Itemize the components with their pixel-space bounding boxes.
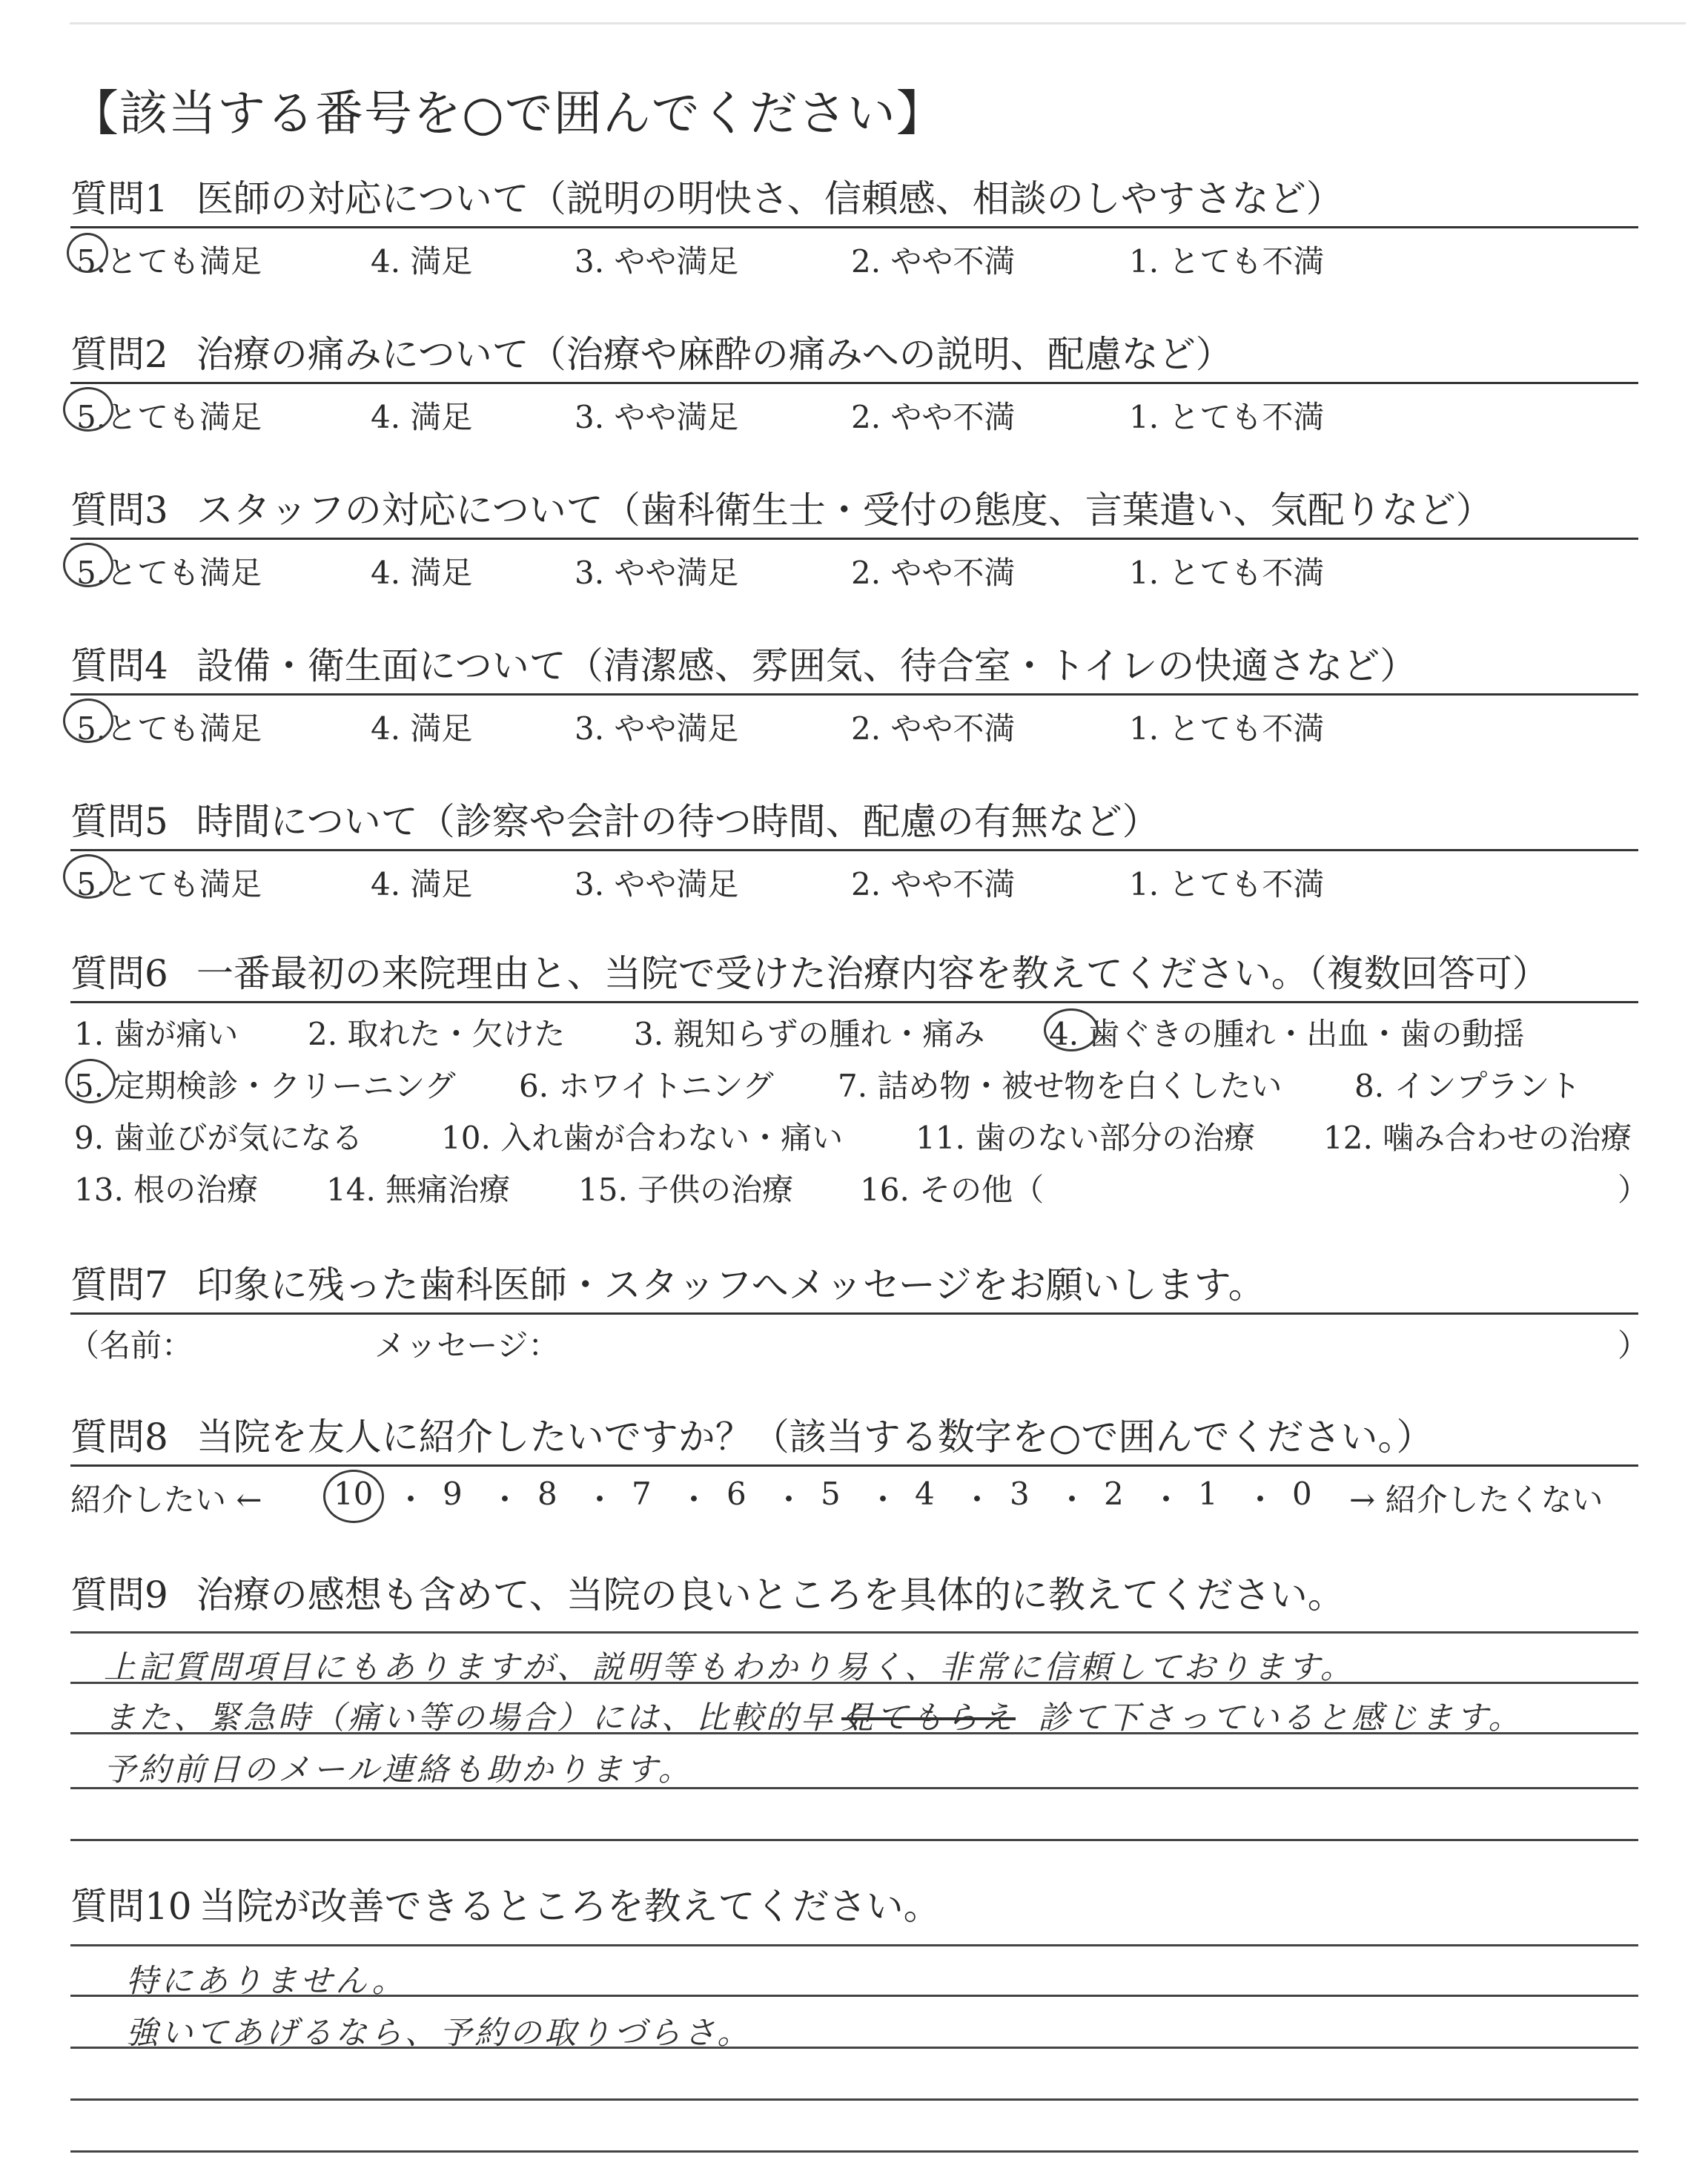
question-text: 当院を友人に紹介したいですか？（該当する数字を○で囲んでください。） xyxy=(196,1416,1434,1459)
q6-option-11[interactable]: 11. 歯のない部分の治療 xyxy=(916,1120,1256,1156)
question-number: 質問6 xyxy=(70,952,168,995)
q6-option-5[interactable]: 5. 定期検診・クリーニング xyxy=(74,1068,456,1104)
q7-close-paren: ） xyxy=(1618,1327,1649,1364)
scale-dot: ・ xyxy=(1245,1482,1277,1518)
option-4[interactable]: 4. 満足 xyxy=(371,710,473,747)
question-text: 治療の感想も含めて、当院の良いところを具体的に教えてください。 xyxy=(196,1573,1345,1616)
selection-circle xyxy=(63,543,113,587)
scale-value-0[interactable]: 0 xyxy=(1292,1476,1312,1512)
option-3[interactable]: 3. やや満足 xyxy=(575,243,739,280)
question-number: 質問3 xyxy=(70,489,168,532)
question-5 xyxy=(70,797,1638,902)
question-number: 質問9 xyxy=(70,1573,168,1616)
q6-option-10[interactable]: 10. 入れ歯が合わない・痛い xyxy=(441,1120,844,1156)
q6-option-1[interactable]: 1. 歯が痛い xyxy=(74,1016,239,1052)
question-number: 質問10 xyxy=(70,1885,192,1928)
q6-option-13[interactable]: 13. 根の治療 xyxy=(74,1172,259,1208)
struck-handwriting: 見てもらえ xyxy=(841,1700,1016,1737)
handwritten-answer: 特にありません。 xyxy=(126,1963,407,2000)
handwritten-answer: 予約前日のメール連絡も助かります。 xyxy=(104,1751,693,1789)
scale-dot: ・ xyxy=(773,1482,805,1518)
option-5[interactable]: 5.とても満足 xyxy=(76,243,262,280)
scale-value-8[interactable]: 8 xyxy=(537,1476,557,1512)
q6-option-12[interactable]: 12. 噛み合わせの治療 xyxy=(1323,1120,1632,1156)
rule xyxy=(70,1001,1638,1003)
answer-line xyxy=(70,2150,1638,2153)
q6-option-7[interactable]: 7. 詰め物・被せ物を白くしたい xyxy=(838,1068,1282,1104)
question-9 xyxy=(70,1571,1638,1619)
option-2[interactable]: 2. やや不満 xyxy=(851,243,1016,280)
answer-line xyxy=(70,2098,1638,2101)
option-3[interactable]: 3. やや満足 xyxy=(575,866,739,902)
question-text: 当院が改善できるところを教えてください。 xyxy=(199,1885,941,1928)
question-6 xyxy=(70,949,1638,1003)
scale-dot: ・ xyxy=(678,1482,710,1518)
scale-dot: ・ xyxy=(961,1482,993,1518)
question-text: 一番最初の来院理由と、当院で受けた治療内容を教えてください。（複数回答可） xyxy=(196,952,1549,995)
rating-options xyxy=(70,384,1638,435)
option-1[interactable]: 1. とても不満 xyxy=(1129,710,1325,747)
question-2 xyxy=(70,330,1638,435)
scale-dot: ・ xyxy=(489,1482,521,1518)
option-4[interactable]: 4. 満足 xyxy=(371,399,473,435)
message-label: メッセージ： xyxy=(374,1327,560,1364)
scale-value-9[interactable]: 9 xyxy=(443,1476,463,1512)
q6-option-15[interactable]: 15. 子供の治療 xyxy=(578,1172,794,1208)
question-text: 印象に残った歯科医師・スタッフへメッセージをお願いします。 xyxy=(196,1264,1265,1307)
scale-dot: ・ xyxy=(584,1482,616,1518)
rating-options xyxy=(70,540,1638,590)
question-text: 治療の痛みについて（治療や麻酔の痛みへの説明、配慮など） xyxy=(196,333,1233,376)
selection-circle xyxy=(1044,1008,1099,1051)
question-number: 質問2 xyxy=(70,333,168,376)
question-number: 質問1 xyxy=(70,177,168,220)
option-4[interactable]: 4. 満足 xyxy=(371,866,473,902)
handwritten-answer: また、緊急時（痛い等の場合）には、比較的早く xyxy=(104,1700,870,1737)
option-2[interactable]: 2. やや不満 xyxy=(851,555,1016,591)
scale-value-2[interactable]: 2 xyxy=(1104,1476,1124,1512)
rating-options xyxy=(70,696,1638,746)
top-rule xyxy=(70,22,1686,24)
q6-option-2[interactable]: 2. 取れた・欠けた xyxy=(308,1016,566,1052)
scale-value-5[interactable]: 5 xyxy=(821,1476,841,1512)
question-7 xyxy=(70,1261,1638,1315)
q6-option-6[interactable]: 6. ホワイトニング xyxy=(519,1068,774,1104)
option-5[interactable]: 5.とても満足 xyxy=(76,555,262,591)
scale-dot: ・ xyxy=(867,1482,899,1518)
question-8 xyxy=(70,1413,1638,1467)
selection-circle xyxy=(63,387,113,432)
question-text: 医師の対応について（説明の明快さ、信頼感、相談のしやすさなど） xyxy=(196,177,1343,220)
q6-option-3[interactable]: 3. 親知らずの腫れ・痛み xyxy=(634,1016,985,1052)
q6-option-9[interactable]: 9. 歯並びが気になる xyxy=(74,1120,363,1156)
question-1 xyxy=(70,174,1638,279)
option-1[interactable]: 1. とても不満 xyxy=(1129,399,1325,435)
option-3[interactable]: 3. やや満足 xyxy=(575,399,739,435)
rule xyxy=(70,1312,1638,1315)
selection-circle xyxy=(63,854,113,899)
q6-option-16[interactable]: 16. その他（ xyxy=(860,1172,1045,1208)
scale-dot: ・ xyxy=(395,1482,427,1518)
scale-dot: ・ xyxy=(1056,1482,1088,1518)
scale-value-3[interactable]: 3 xyxy=(1010,1476,1030,1512)
option-2[interactable]: 2. やや不満 xyxy=(851,399,1016,435)
selection-circle xyxy=(63,698,113,743)
question-number: 質問4 xyxy=(70,644,168,687)
option-4[interactable]: 4. 満足 xyxy=(371,555,473,591)
option-2[interactable]: 2. やや不満 xyxy=(851,710,1016,747)
question-3 xyxy=(70,486,1638,590)
question-number: 質問7 xyxy=(70,1264,168,1307)
option-5[interactable]: 5.とても満足 xyxy=(76,710,262,747)
scale-value-10[interactable]: 10 xyxy=(334,1476,374,1512)
handwritten-answer: 強いてあげるなら、予約の取りづらさ。 xyxy=(126,2015,752,2052)
handwritten-answer: 上記質問項目にもありますが、説明等もわかり易く、非常に信頼しております。 xyxy=(104,1649,1355,1686)
q6-option-4[interactable]: 4. 歯ぐきの腫れ・出血・歯の動揺 xyxy=(1049,1016,1525,1052)
rating-options xyxy=(70,228,1638,279)
option-5[interactable]: 5.とても満足 xyxy=(76,399,262,435)
question-text: スタッフの対応について（歯科衛生士・受付の態度、言葉遣い、気配りなど） xyxy=(196,489,1493,532)
scale-right-label: → 紹介したくない xyxy=(1349,1482,1603,1518)
question-text: 設備・衛生面について（清潔感、雰囲気、待合室・トイレの快適さなど） xyxy=(196,644,1417,687)
handwritten-answer: 診て下さっていると感じます。 xyxy=(1038,1700,1523,1737)
scale-left-label: 紹介したい ← xyxy=(70,1482,262,1518)
answer-line xyxy=(70,1839,1638,1841)
option-4[interactable]: 4. 満足 xyxy=(371,243,473,280)
q6-close-paren: ） xyxy=(1618,1172,1649,1208)
option-3[interactable]: 3. やや満足 xyxy=(575,555,739,591)
option-1[interactable]: 1. とても不満 xyxy=(1129,866,1325,902)
q6-option-14[interactable]: 14. 無痛治療 xyxy=(326,1172,511,1208)
question-number: 質問8 xyxy=(70,1416,168,1459)
scale-value-1[interactable]: 1 xyxy=(1198,1476,1218,1512)
question-number: 質問5 xyxy=(70,800,168,843)
selection-circle xyxy=(67,233,108,273)
option-3[interactable]: 3. やや満足 xyxy=(575,710,739,747)
selection-circle xyxy=(323,1470,384,1523)
question-10 xyxy=(70,1882,1638,1931)
answer-line xyxy=(70,1631,1638,1634)
scale-value-7[interactable]: 7 xyxy=(632,1476,652,1512)
q6-option-8[interactable]: 8. インプラント xyxy=(1354,1068,1581,1104)
scale-value-4[interactable]: 4 xyxy=(915,1476,935,1512)
option-1[interactable]: 1. とても不満 xyxy=(1129,555,1325,591)
page-heading: 【該当する番号を○で囲んでください】 xyxy=(70,86,945,142)
option-1[interactable]: 1. とても不満 xyxy=(1129,243,1325,280)
option-5[interactable]: 5.とても満足 xyxy=(76,866,262,902)
scale-value-6[interactable]: 6 xyxy=(726,1476,747,1512)
rule xyxy=(70,1464,1638,1467)
answer-line xyxy=(70,1944,1638,1946)
name-label: （名前： xyxy=(68,1327,193,1364)
question-text: 時間について（診察や会計の待つ時間、配慮の有無など） xyxy=(196,800,1159,843)
option-2[interactable]: 2. やや不満 xyxy=(851,866,1016,902)
rating-options xyxy=(70,851,1638,902)
question-4 xyxy=(70,641,1638,746)
scale-dot: ・ xyxy=(1151,1482,1182,1518)
selection-circle xyxy=(65,1059,116,1103)
